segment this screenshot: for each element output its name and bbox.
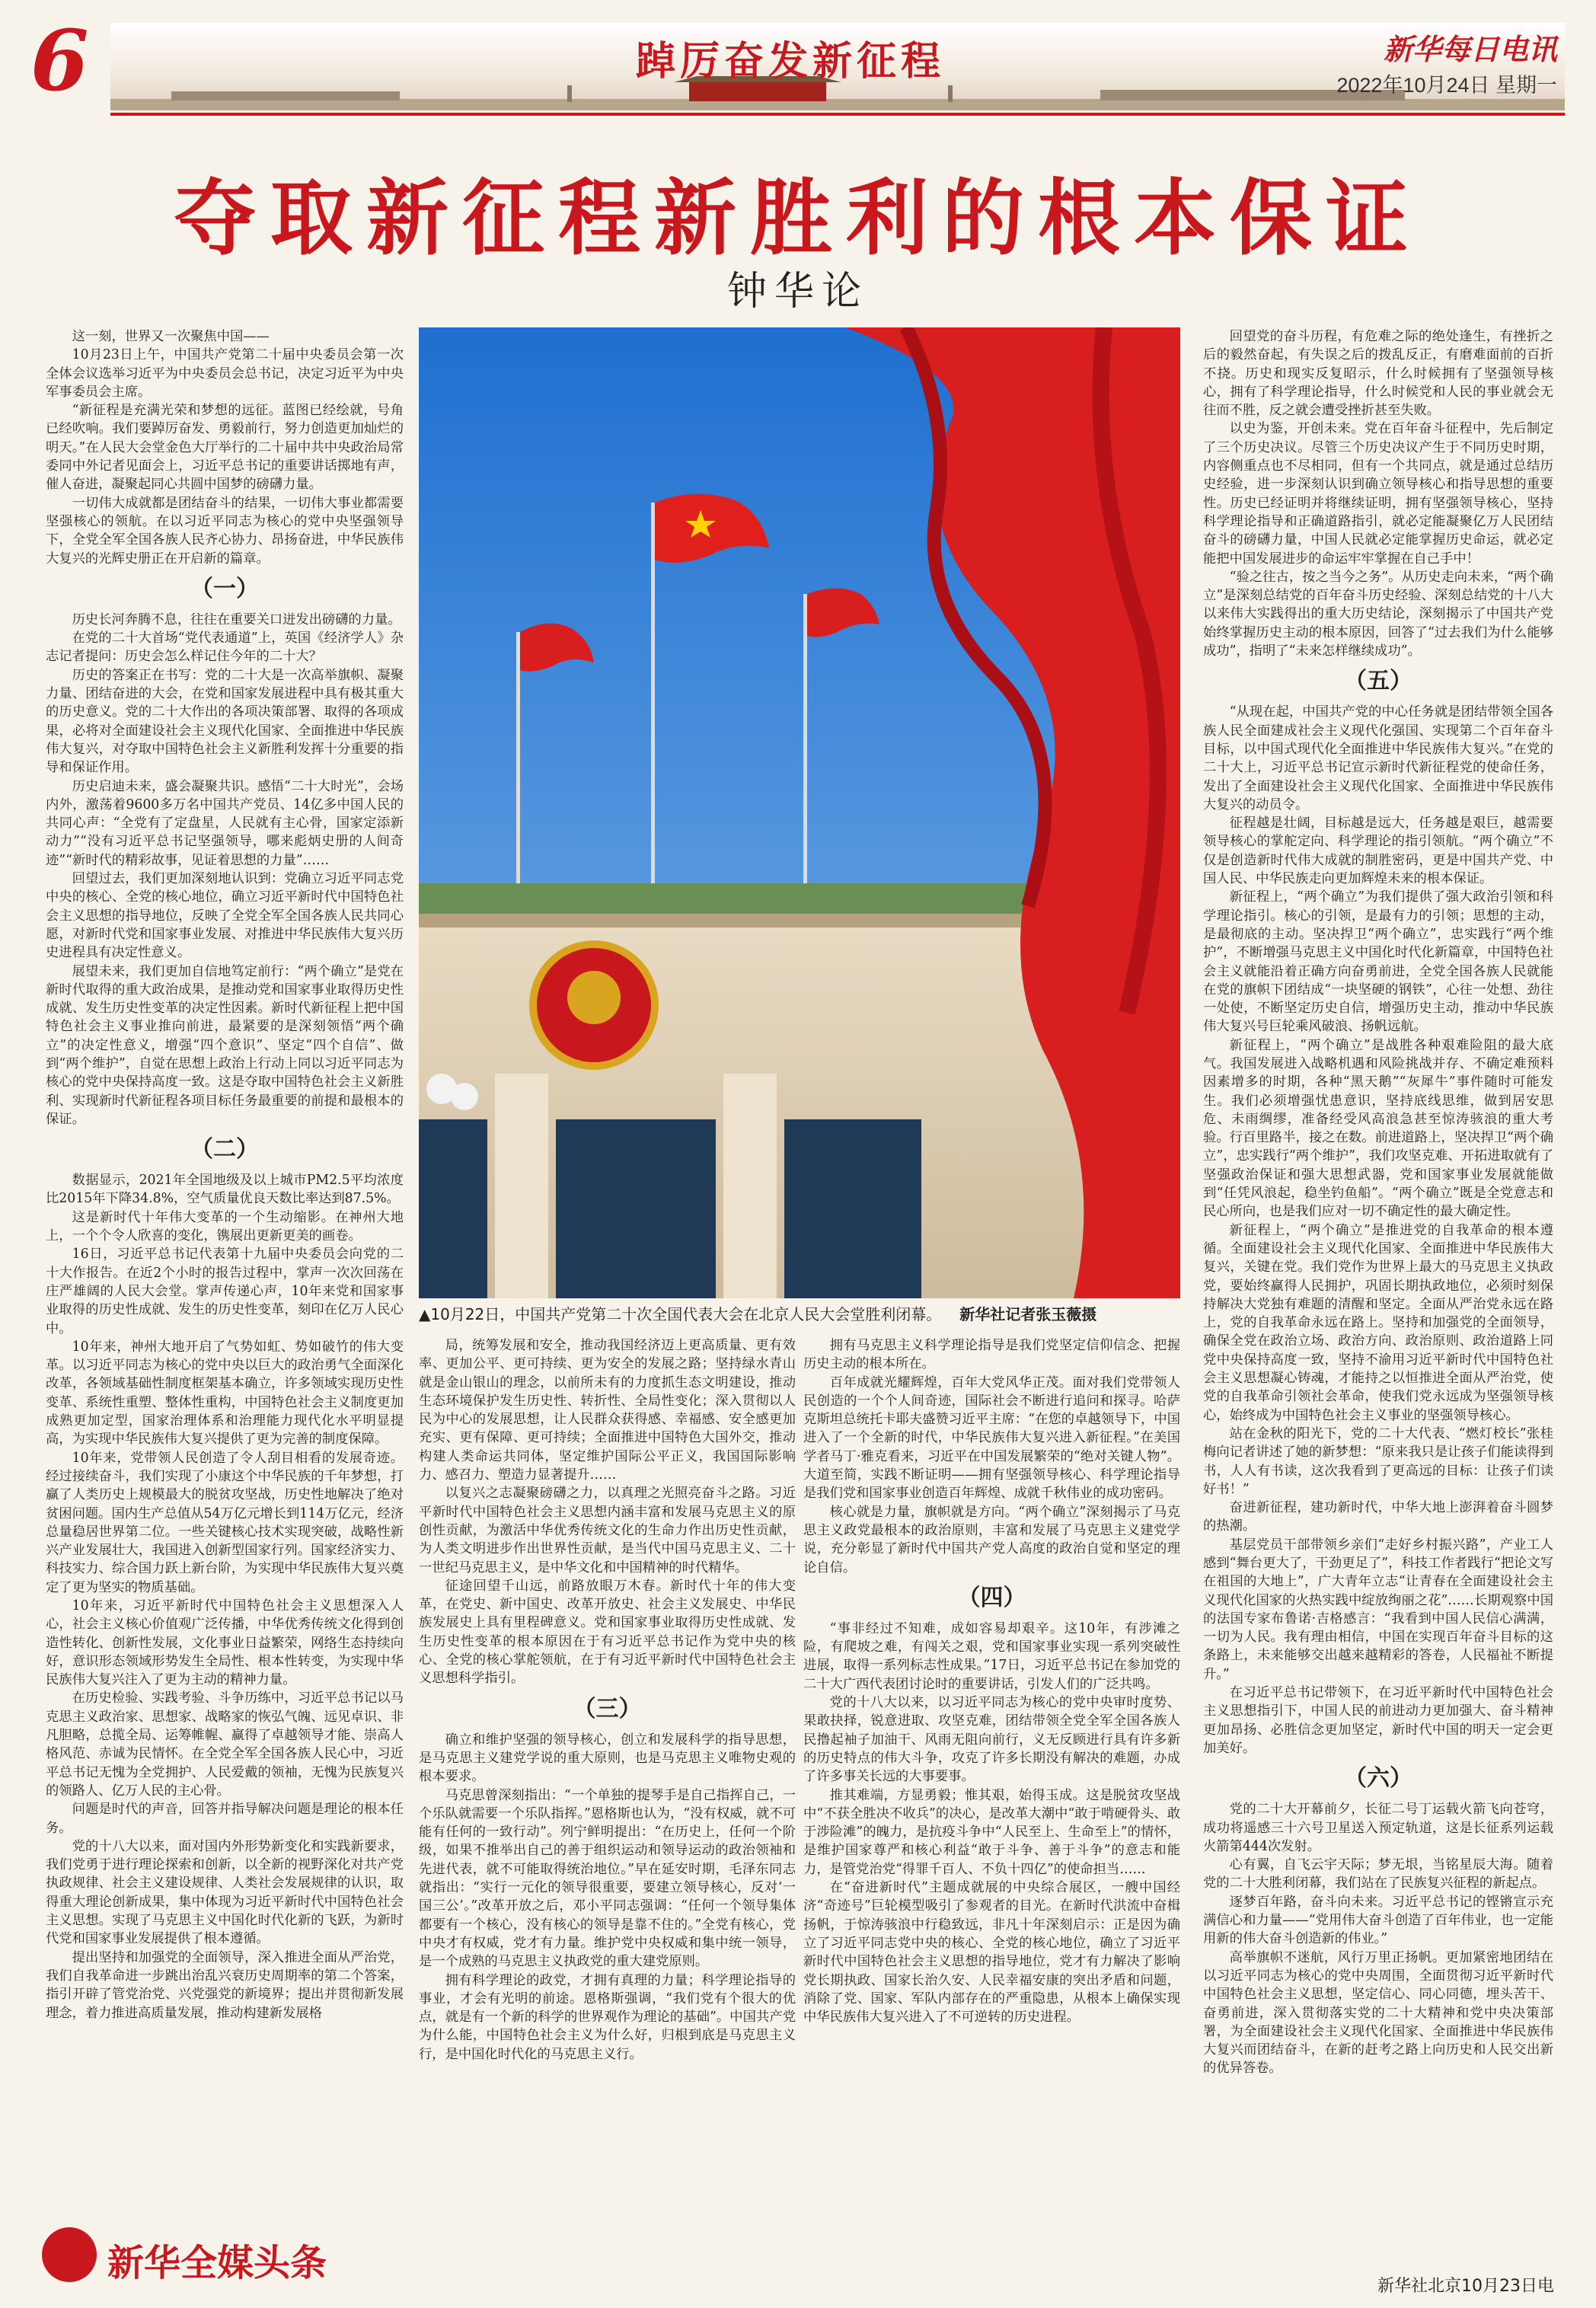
- header-rule: [110, 113, 1565, 116]
- footer-logo-text: 新华全媒头条: [107, 2242, 327, 2284]
- section-heading: （二）: [190, 1136, 259, 1164]
- header-banner: [110, 23, 1565, 110]
- paragraph: 展望未来，我们更加自信地笃定前行：“两个确立”是党在新时代取得的重大政治成果，是推动党和国家事业取得历史性成就、发生历史性变革的决定性因素。新时代新征程上把中国特色社会主义事业推向前进，最紧要的是深刻领悟“两个确立”的决定性意义，增强“四个意识”、坚定“四个自信”、做到“两个维护”，自觉在思想上政治上行动上同以习近平同志为核心的党中央保持高度一致。这是夺取中国特色社会主义新胜利、实现新时代新征程各项目标任务最重要的前提和最根本的保证。: [46, 963, 404, 1127]
- paragraph: 10年来，党带领人民创造了令人刮目相看的发展奇迹。经过接续奋斗，我们实现了小康这个中华民族的千年梦想，打赢了人类历史上规模最大的脱贫攻坚战，历史性地解决了绝对贫困问题。国内生产总值从54万亿元增长到114万亿元，经济总量稳居世界第二位。一些关键核心技术实现突破，战略性新兴产业发展壮大，我国进入创新型国家行列。国家经济实力、科技实力、综合国力跃上新台阶，为实现中华民族伟大复兴奠定了更为坚实的物质基础。: [46, 1450, 404, 1595]
- paragraph: 马克思曾深刻指出：“一个单独的提琴手是自己指挥自己，一个乐队就需要一个乐队指挥。”恩格斯也认为，“没有权威，就不可能有任何的一致行动”。列宁鲜明提出：“在历史上，任何一个阶级，如果不推举出自己的善于组织运动和领导运动的政治领袖和先进代表，就不可能取得统治地位。”早在延安时期，毛泽东同志就指出：“实行一元化的领导很重要，要建立领导核心，反对‘一国三公’。”改革开放之后，邓小平同志强调：“任何一个领导集体都要有一个核心，没有核心的领导是靠不住的。”全党有核心，党中央才有权威，党才有力量。维护党中央权威和集中统一领导，是一个成熟的马克思主义执政党的重大建党原则。: [419, 1787, 796, 1970]
- paragraph: 在历史检验、实践考验、斗争历练中，习近平总书记以马克思主义政治家、思想家、战略家的恢弘气魄、远见卓识、非凡胆略，总揽全局、运筹帷幄、赢得了卓越领导才能、崇高人格风范、赤诚为民情怀。在全党全军全国各族人民心中，习近平总书记无愧为全党拥护、人民爱戴的领袖，无愧为民族复兴的领路人、亿万人民的主心骨。: [46, 1690, 404, 1799]
- text-column-2: [419, 1336, 796, 2277]
- paragraph: 局，统筹发展和安全，推动我国经济迈上更高质量、更有效率、更加公平、更可持续、更为安全的发展之路；坚持绿水青山就是金山银山的理念，以前所未有的力度抓生态文明建设，推动生态环境保护发生历史性、转折性、全局性变化；深入贯彻以人民为中心的发展思想，让人民群众获得感、幸福感、安全感更加充实、更有保障、更可持续；全面推进中国特色大国外交，推动构建人类命运共同体，坚定维护国际公平正义，我国国际影响力、感召力、塑造力显著提升……: [419, 1338, 796, 1483]
- xinhua-globe-icon: [42, 2227, 97, 2282]
- photo-caption: [419, 1302, 1180, 1325]
- page-number: 6: [30, 11, 89, 110]
- footer-logo: [42, 2227, 346, 2288]
- text-column-1: [46, 327, 404, 2277]
- section-heading: （一）: [190, 575, 259, 602]
- paragraph: 新征程上，“两个确立”是推进党的自我革命的根本遵循。全面建设社会主义现代化国家、全面推进中华民族伟大复兴，关键在党。我们党作为世界上最大的马克思主义执政党，要始终赢得人民拥护，巩固长期执政地位，必须时刻保持解决大党独有难题的清醒和坚定。全面从严治党永远在路上，党的自我革命永远在路上。坚持和加强党的全面领导，确保全党在政治立场、政治方向、政治原则、政治道路上同党中央保持高度一致，坚持不渝用习近平新时代中国特色社会主义思想凝心铸魂，才能持之以恒推进全面从严治党，使党的自我革命引领社会革命，使我们党永远成为坚强领导核心，始终成为中国特色社会主义事业的坚强领导核心。: [1203, 1222, 1553, 1423]
- paragraph: 历史长河奔腾不息，往往在重要关口迸发出磅礴的力量。: [72, 611, 401, 627]
- paragraph: 10年来，习近平新时代中国特色社会主义思想深入人心，社会主义核心价值观广泛传播，中华优秀传统文化得到创造性转化、创新性发展，文化事业日益繁荣，网络生态持续向好，意识形态领域形势发生全局性、根本性转变，为实现中华民族伟大复兴注入了更为主动的精神力量。: [46, 1598, 404, 1688]
- paragraph: 基层党员干部带领乡亲们“走好乡村振兴路”，产业工人感到“舞台更大了，干劲更足了”，科技工作者践行“把论文写在祖国的大地上”，广大青年立志“让青春在全面建设社会主义现代化国家的火热实践中绽放绚丽之花”……长期观察中国的法国专家布鲁诺·吉格感言：“我看到中国人民信心满满，一切为人民。我有理由相信，中国在实现百年奋斗目标的这条路上，未来能够交出越来越精彩的答卷，人民福祉不断提升。”: [1203, 1537, 1553, 1682]
- paragraph: 核心就是力量，旗帜就是方向。“两个确立”深刻揭示了马克思主义政党最根本的政治原则，丰富和发展了马克思主义建党学说，充分彰显了新时代中国共产党人高度的政治自觉和坚定的理论自信。: [803, 1504, 1180, 1575]
- paragraph: 奋进新征程，建功新时代，中华大地上澎湃着奋斗圆梦的热潮。: [1203, 1500, 1553, 1534]
- paragraph: 一切伟大成就都是团结奋斗的结果，一切伟大事业都需要坚强核心的领航。在以习近平同志为核心的党中央坚强领导下，全党全军全国各族人民齐心协力、昂扬奋进，中华民族伟大复兴的光辉史册正在开启新的篇章。: [46, 495, 404, 567]
- text-column-3: [803, 1336, 1180, 2277]
- paragraph: 征程越是壮阔，目标越是远大，任务越是艰巨，越需要领导核心的掌舵定向、科学理论的指引领航。“两个确立”不仅是创造新时代伟大成就的制胜密码，更是中国共产党、中国人民、中华民族走向更加辉煌未来的根本保证。: [1203, 816, 1553, 887]
- paragraph: 高举旗帜不迷航，风行万里正扬帆。更加紧密地团结在以习近平同志为核心的党中央周围，全面贯彻习近平新时代中国特色社会主义思想，坚定信心、同心同德，埋头苦干、奋勇前进，深入贯彻落实党的二十大精神和党中央决策部署，为全面建设社会主义现代化国家、全面推进中华民族伟大复兴而团结奋斗，在新的赶考之路上向历史和人民交出新的优异答卷。: [1203, 1949, 1553, 2077]
- paragraph: 16日，习近平总书记代表第十九届中央委员会向党的二十大作报告。在近2个小时的报告过程中，掌声一次次回荡在庄严雄阔的人民大会堂。掌声传递心声，10年来党和国家事业取得的历史性成就、发生的历史性变革，刻印在亿万人民心中。: [46, 1247, 404, 1336]
- paragraph: 征途回望千山远，前路放眼万木春。新时代十年的伟大变革，在党史、新中国史、改革开放史、社会主义发展史、中华民族发展史上具有里程碑意义。党和国家事业取得历史性成就、发生历史性变革的根本原因在于有习近平总书记作为党中央的核心、全党的核心掌舵领航，在于有习近平新时代中国特色社会主义思想科学指引。: [419, 1578, 796, 1687]
- paragraph: “从现在起，中国共产党的中心任务就是团结带领全国各族人民全面建成社会主义现代化强国、实现第二个百年奋斗目标，以中国式现代化全面推进中华民族伟大复兴。”在党的二十大上，习近平总书记宣示新时代新征程党的使命任务，发出了全面建设社会主义现代化国家、全面推进中华民族伟大复兴的动员令。: [1203, 704, 1553, 812]
- paragraph: 10月23日上午，中国共产党第二十届中央委员会第一次全体会议选举习近平为中央委员会总书记，决定习近平为中央军事委员会主席。: [46, 347, 404, 400]
- section-title: 踔厉奋发新征程: [636, 38, 946, 85]
- paragraph: 拥有科学理论的政党，才拥有真理的力量；科学理论指导的事业，才会有光明的前途。恩格斯强调，“我们党有个很大的优点，就是有一个新的科学的世界观作为理论的基础”。中国共产党为什么能，中国特色社会主义为什么好，归根到底是马克思主义行，是中国化时代化的马克思主义行。: [419, 1972, 796, 2062]
- paragraph: 拥有马克思主义科学理论指导是我们党坚定信仰信念、把握历史主动的根本所在。: [803, 1338, 1180, 1372]
- paragraph: 党的二十大开幕前夕，长征二号丁运载火箭飞向苍穹，成功将遥感三十六号卫星送入预定轨道，这是长征系列运载火箭第444次发射。: [1203, 1802, 1553, 1854]
- paragraph: 在“奋进新时代”主题成就展的中央综合展区，一艘中国经济“奇迹号”巨轮模型吸引了参观者的目光。在新时代洪流中奋楫扬帆，于惊涛骇浪中行稳致远，非凡十年深刻启示：正是因为确立了习近平同志党中央的核心、全党的核心地位，确立了习近平新时代中国特色社会主义思想的指导地位，党才有力解决了影响党长期执政、国家长治久安、人民幸福安康的突出矛盾和问题，消除了党、国家、军队内部存在的严重隐患，从根本上确保实现中华民族伟大复兴进入了不可逆转的历史进程。: [803, 1880, 1180, 2025]
- paragraph: 确立和维护坚强的领导核心，创立和发展科学的指导思想，是马克思主义建党学说的重大原则，也是马克思主义唯物史观的根本要求。: [419, 1732, 796, 1785]
- paragraph: 回望党的奋斗历程，有危难之际的绝处逢生，有挫折之后的毅然奋起，有失误之后的拨乱反正，有磨难面前的百折不挠。历史和现实反复昭示，什么时候拥有了坚强领导核心，拥有了科学理论指导，什么时候党和人民的事业就会无往而不胜，反之就会遭受挫折甚至失败。: [1203, 329, 1553, 419]
- great-hall-flags-photo: [419, 327, 1180, 1298]
- paragraph: 这一刻，世界又一次聚焦中国——: [72, 329, 270, 344]
- paragraph: 历史启迪未来，盛会凝聚共识。感悟“二十大时光”，会场内外，激荡着9600多万名中国共产党员、14亿多中国人民的共同心声：“全党有了定盘星，人民就有主心骨，国家定添新动力”“没有习近平总书记坚强领导，哪来彪炳史册的人间奇迹”“新时代的精彩故事，见证着思想的力量”……: [46, 778, 404, 868]
- paragraph: 新征程上，“两个确立”是战胜各种艰难险阻的最大底气。我国发展进入战略机遇和风险挑战并存、不确定难预料因素增多的时期，各种“黑天鹅”“灰犀牛”事件随时可能发生。我们必须增强忧患意识，坚持底线思维，做到居安思危、未雨绸缪，准备经受风高浪急甚至惊涛骇浪的重大考验。行百里路半，接之在数。前进道路上，坚决捍卫“两个确立”，忠实践行“两个维护”，我们攻坚克难、开拓进取就有了坚强政治保证和强大思想武器，党和国家事业发展就能做到“任凭风浪起，稳坐钓鱼船”。“两个确立”既是全党意志和民心所向，也是我们应对一切不确定性的最大确定性。: [1203, 1037, 1553, 1220]
- paragraph: “验之往古，按之当今之务”。从历史走向未来，“两个确立”是深刻总结党的百年奋斗历史经验、深刻总结党的十八大以来伟大实践得出的重大历史结论，深刻揭示了中国共产党始终掌握历史主动的根本原因，回答了“过去我们为什么能够成功”，指明了“未来怎样继续成功”。: [1203, 569, 1553, 659]
- text-column-4: [1203, 327, 1553, 2277]
- paragraph: 在党的二十大首场“党代表通道”上，英国《经济学人》杂志记者提问：历史会怎么样记住今年的二十大？: [46, 630, 404, 665]
- article-headline: 夺取新征程新胜利的根本保证: [174, 171, 1422, 267]
- page-header: [30, 11, 1566, 118]
- paragraph: 10年来，神州大地开启了气势如虹、势如破竹的伟大变革。以习近平同志为核心的党中央以巨大的政治勇气全面深化改革，各领域基础性制度框架基本确立，许多领域实现历史性变革、系统性重塑、整体性重构，中国特色社会主义制度更加成熟更加定型，国家治理体系和治理能力现代化水平明显提高，为实现中华民族伟大复兴提供了更为完善的制度保障。: [46, 1339, 404, 1448]
- news-photo: [419, 327, 1180, 1298]
- paragraph: 在习近平总书记带领下，在习近平新时代中国特色社会主义思想指引下，中国人民的前进动力更加强大、奋斗精神更加昂扬、必胜信念更加坚定，新时代中国的明天一定会更加美好。: [1203, 1685, 1553, 1756]
- photo-credit: 新华社记者张玉薇摄: [959, 1305, 1097, 1323]
- paragraph: 回望过去，我们更加深刻地认识到：党确立习近平同志党中央的核心、全党的核心地位，确立习近平新时代中国特色社会主义思想的指导地位，反映了全党全军全国各族人民共同心愿，对新时代党和国家事业发展、对推进中华民族伟大复兴历史进程具有决定性意义。: [46, 871, 404, 961]
- paragraph: 历史的答案正在书写：党的二十大是一次高举旗帜、凝聚力量、团结奋进的大会，在党和国家发展进程中具有极其重大的历史意义。党的二十大作出的各项决策部署、取得的各项成果，必将对全面建设社会主义现代化国家、全面推进中华民族伟大复兴，对夺取中国特色社会主义新胜利发挥十分重要的指导和保证作用。: [46, 667, 404, 776]
- paragraph: 党的十八大以来，面对国内外形势新变化和实践新要求，我们党勇于进行理论探索和创新，以全新的视野深化对共产党执政规律、社会主义建设规律、人类社会发展规律的认识，取得重大理论创新成果，集中体现为习近平新时代中国特色社会主义思想。实现了马克思主义中国化时代化新的飞跃，为新时代党和国家事业发展提供了根本遵循。: [46, 1838, 404, 1947]
- paragraph: 问题是时代的声音，回答并指导解决问题是理论的根本任务。: [46, 1802, 404, 1836]
- paragraph: “事非经过不知难，成如容易却艰辛。这10年，有涉滩之险，有爬坡之难，有闯关之艰，党和国家事业实现一系列突破性进展，取得一系列标志性成果。”17日，习近平总书记在参加党的二十大广西代表团讨论时的重要讲话，引发人们的广泛共鸣。: [803, 1620, 1180, 1692]
- article-author: 钟华论: [726, 269, 869, 314]
- paragraph: 数据显示，2021年全国地级及以上城市PM2.5平均浓度比2015年下降34.8%，空气质量优良天数比率达到87.5%。: [46, 1173, 404, 1207]
- newspaper-brand: 新华每日电讯: [1383, 32, 1557, 66]
- paragraph: 党的十八大以来，以习近平同志为核心的党中央审时度势、果敢抉择，锐意进取、攻坚克难，团结带领全党全军全国各族人民撸起袖子加油干、风雨无阻向前行，义无反顾进行具有许多新的历史特点的伟大斗争，攻克了许多长期没有解决的难题，办成了许多事关长远的大事要事。: [803, 1695, 1180, 1785]
- section-heading: （三）: [573, 1695, 642, 1722]
- paragraph: 以史为鉴，开创未来。党在百年奋斗征程中，先后制定了三个历史决议。尽管三个历史决议产生于不同历史时期，内容侧重点也不尽相同，但有一个共同点，就是通过总结历史经验，进一步深刻认识到确立领导核心和指导思想的重要性。历史已经证明并将继续证明，拥有坚强领导核心，坚持科学理论指导和正确道路指引，就必定能凝聚亿万人民团结奋斗的磅礴力量，中国人民就必定能掌握历史命运，就必定能把中国发展进步的命运牢牢掌握在自己手中！: [1203, 421, 1553, 567]
- caption-text: ▲10月22日，中国共产党第二十次全国代表大会在北京人民大会堂胜利闭幕。: [419, 1305, 942, 1323]
- paragraph: “新征程是充满光荣和梦想的远征。蓝图已经绘就，号角已经吹响。我们要踔厉奋发、勇毅前行，努力创造更加灿烂的明天。”在人民大会堂金色大厅举行的二十届中共中央政治局常委同中外记者见面会上，习近平总书记的重要讲话掷地有声，催人奋进，凝聚起同心共圆中国梦的磅礴力量。: [46, 403, 404, 493]
- paragraph: 这是新时代十年伟大变革的一个生动缩影。在神州大地上，一个个令人欣喜的变化，镌展出更新更美的画卷。: [46, 1209, 404, 1244]
- paragraph: 新征程上，“两个确立”为我们提供了强大政治引领和科学理论指引。核心的引领，是最有力的引领；思想的主动，是最彻底的主动。坚决捍卫“两个确立”，忠实践行“两个维护”，不断增强马克思主义中国化时代化新篇章，中国特色社会主义就能沿着正确方向奋勇前进，全党全国各族人民就能在党的旗帜下团结成“一块坚硬的钢铁”，心往一处想、劲往一处使，不断坚定历史自信，增强历史主动，推动中华民族伟大复兴号巨轮乘风破浪、扬帆远航。: [1203, 889, 1553, 1035]
- section-heading: （六）: [1344, 1765, 1412, 1792]
- dateline-note: 新华社北京10月23日电: [1377, 2277, 1554, 2296]
- issue-date: 2022年10月24日 星期一: [1336, 74, 1557, 97]
- paragraph: 以复兴之志凝聚磅礴之力，以真理之光照亮奋斗之路。习近平新时代中国特色社会主义思想内涵丰富和发展马克思主义的原创性贡献，为激活中华优秀传统文化的生命力作出历史性贡献，为人类文明进步作出世界性贡献，是当代中国马克思主义、二十一世纪马克思主义，是中华文化和中国精神的时代精华。: [419, 1486, 796, 1575]
- section-heading: （五）: [1344, 668, 1412, 695]
- paragraph: 百年成就光耀辉煌，百年大党风华正茂。面对我们党带领人民创造的一个个人间奇迹，国际社会不断进行追问和探寻。哈萨克斯坦总统托卡耶夫盛赞习近平主席：“在您的卓越领导下，中国进入了一个全新的时代，中华民族伟大复兴进入新征程。”在美国学者马丁·雅克看来，习近平在中国发展繁荣的“绝对关键人物”。大道至简，实践不断证明——拥有坚强领导核心、科学理论指导是我们党和国家事业创造百年辉煌、成就千秋伟业的成功密码。: [803, 1374, 1180, 1502]
- paragraph: 逐梦百年路，奋斗向未来。习近平总书记的铿锵宣示充满信心和力量——“党用伟大奋斗创造了百年伟业，也一定能用新的伟大奋斗创造新的伟业。”: [1203, 1894, 1553, 1947]
- paragraph: 站在金秋的阳光下，党的二十大代表、“燃灯校长”张桂梅向记者讲述了她的新梦想：“原来我只是让孩子们能读得到书，人人有书读，这次我看到了更高远的目标：让孩子们读好书！”: [1203, 1425, 1553, 1497]
- paragraph: 提出坚持和加强党的全面领导，深入推进全面从严治党，我们自我革命进一步跳出治乱兴衰历史周期率的第二个答案，指引开辟了管党治党、兴党强党的新境界；提出并贯彻新发展理念，着力推进高质量发展，推动构建新发展格: [46, 1949, 404, 2021]
- section-heading: （四）: [957, 1584, 1026, 1611]
- paragraph: 心有翼，自飞云宇天际；梦无垠，当铭星辰大海。随着党的二十大胜利闭幕，我们站在了民族复兴征程的新起点。: [1203, 1857, 1553, 1891]
- paragraph: 推其难端，方显勇毅；惟其艰，始得玉成。这是脱贫攻坚战中“不获全胜决不收兵”的决心，是改革大潮中“敢于啃硬骨头、敢于涉险滩”的魄力，是抗疫斗争中“人民至上、生命至上”的情怀，是维护国家尊严和核心利益“敢于斗争、善于斗争”的意志和能力，是管党治党“得罪千百人、不负十四亿”的使命担当……: [803, 1787, 1180, 1877]
